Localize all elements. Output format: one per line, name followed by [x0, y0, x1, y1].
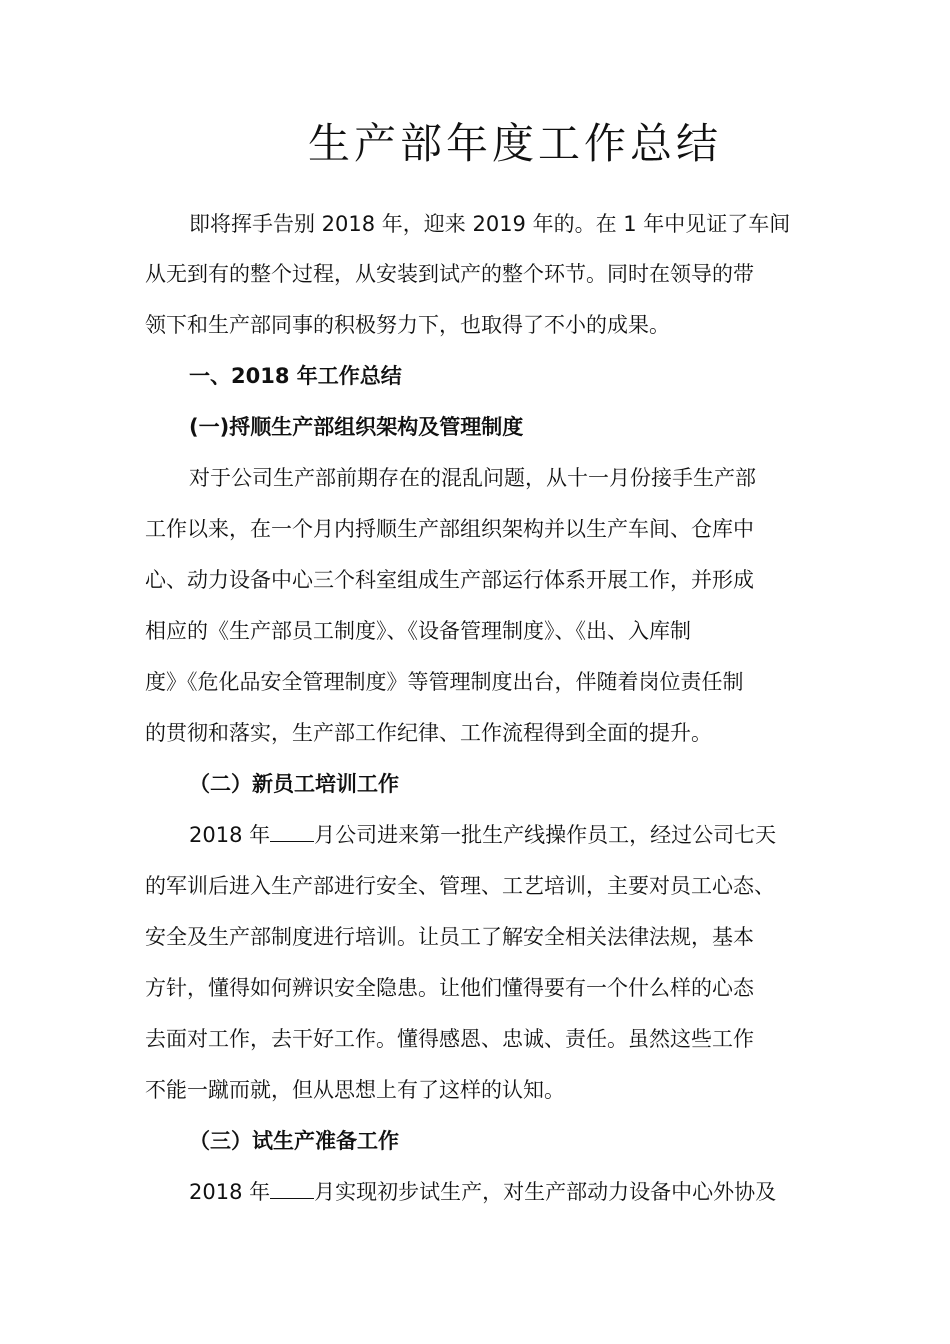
paragraph-line: 去面对工作，去干好工作。懂得感恩、忠诚、责任。虽然这些工作 — [145, 1027, 754, 1051]
paragraph-line: 工作以来，在一个月内捋顺生产部组织架构并以生产车间、仓库中 — [145, 517, 754, 541]
paragraph-line: 安全及生产部制度进行培训。让员工了解安全相关法律法规，基本 — [145, 925, 754, 949]
paragraph-line: 方针，懂得如何辨识安全隐患。让他们懂得要有一个什么样的心态 — [145, 976, 754, 1000]
subsection-heading: （三）试生产准备工作 — [189, 1129, 399, 1153]
paragraph-line: 相应的《生产部员工制度》、《设备管理制度》、《出、入库制 — [145, 619, 691, 643]
paragraph-line: 从无到有的整个过程，从安装到试产的整个环节。同时在领导的带 — [145, 262, 754, 286]
blank-underline — [270, 821, 314, 842]
blank-underline — [270, 1178, 314, 1199]
section-heading: 一、2018 年工作总结 — [189, 364, 402, 388]
line-text: 月实现初步试生产，对生产部动力设备中心外协及 — [314, 1180, 777, 1204]
paragraph-line: 不能一蹴而就，但从思想上有了这样的认知。 — [145, 1078, 565, 1102]
paragraph-line — [189, 1177, 776, 1207]
paragraph-line: 的军训后进入生产部进行安全、管理、工艺培训，主要对员工心态、 — [145, 874, 775, 898]
paragraph-line: 的贯彻和落实，生产部工作纪律、工作流程得到全面的提升。 — [145, 721, 712, 745]
paragraph-line: 领下和生产部同事的积极努力下，也取得了不小的成果。 — [145, 313, 670, 337]
document-title: 生产部年度工作总结 — [307, 119, 722, 168]
paragraph-line: 即将挥手告别 2018 年，迎来 2019 年的。在 1 年中见证了车间 — [189, 212, 791, 236]
paragraph-line — [189, 820, 776, 850]
paragraph-line: 对于公司生产部前期存在的混乱问题，从十一月份接手生产部 — [189, 466, 756, 490]
year-text: 2018 年 — [189, 823, 271, 847]
paragraph-line: 度》《危化品安全管理制度》等管理制度出台，伴随着岗位责任制 — [145, 670, 744, 694]
subsection-heading: (一)捋顺生产部组织架构及管理制度 — [189, 415, 524, 439]
year-text: 2018 年 — [189, 1180, 271, 1204]
paragraph-line: 心、动力设备中心三个科室组成生产部运行体系开展工作，并形成 — [145, 568, 754, 592]
line-text: 月公司进来第一批生产线操作员工，经过公司七天 — [314, 823, 777, 847]
subsection-heading: （二）新员工培训工作 — [189, 772, 399, 796]
